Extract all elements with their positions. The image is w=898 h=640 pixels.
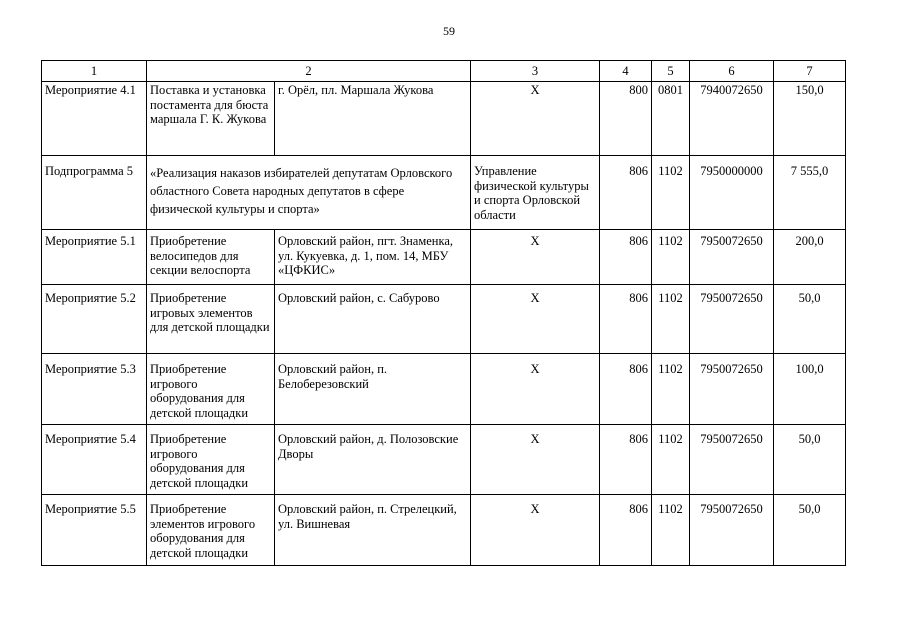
row-col5: 1102	[652, 425, 690, 495]
row-executor: Х	[471, 354, 600, 425]
row-col7: 50,0	[774, 425, 846, 495]
page-number: 59	[443, 24, 455, 38]
row-executor: Х	[471, 425, 600, 495]
row-col5: 1102	[652, 156, 690, 230]
table-row	[42, 156, 846, 230]
row-col7: 200,0	[774, 230, 846, 285]
column-header: 7	[774, 61, 846, 82]
column-header: 4	[600, 61, 652, 82]
row-name: Приобретение игрового оборудования для детской площадки	[147, 354, 275, 425]
table-row	[42, 495, 846, 566]
column-header: 6	[690, 61, 774, 82]
table-row	[42, 230, 846, 285]
row-col5: 0801	[652, 82, 690, 156]
row-col7: 50,0	[774, 285, 846, 354]
row-executor: Х	[471, 82, 600, 156]
row-location: Орловский район, пгт. Знаменка, ул. Кукуевка, д. 1, пом. 14, МБУ «ЦФКИС»	[275, 230, 471, 285]
row-col7: 150,0	[774, 82, 846, 156]
row-col6: 7950072650	[690, 230, 774, 285]
row-id: Мероприятие 5.5	[42, 495, 147, 566]
row-id: Мероприятие 5.4	[42, 425, 147, 495]
row-col7: 100,0	[774, 354, 846, 425]
row-executor: Х	[471, 230, 600, 285]
table-row	[42, 285, 846, 354]
header-row	[42, 61, 846, 82]
row-id: Подпрограмма 5	[42, 156, 147, 230]
row-col4: 806	[600, 354, 652, 425]
row-executor: Управление физической культуры и спорта Орловской области	[471, 156, 600, 230]
table-row	[42, 425, 846, 495]
row-id: Мероприятие 4.1	[42, 82, 147, 156]
row-col7: 50,0	[774, 495, 846, 566]
row-location: Орловский район, п. Белоберезовский	[275, 354, 471, 425]
row-col6: 7950072650	[690, 425, 774, 495]
budget-table	[41, 60, 846, 566]
row-id: Мероприятие 5.2	[42, 285, 147, 354]
row-name: Приобретение игрового оборудования для детской площадки	[147, 425, 275, 495]
row-col6: 7940072650	[690, 82, 774, 156]
row-location: Орловский район, п. Стрелецкий, ул. Вишневая	[275, 495, 471, 566]
table-row	[42, 82, 846, 156]
table-row	[42, 354, 846, 425]
row-id: Мероприятие 5.1	[42, 230, 147, 285]
row-col4: 800	[600, 82, 652, 156]
row-col5: 1102	[652, 495, 690, 566]
row-col6: 7950000000	[690, 156, 774, 230]
row-col5: 1102	[652, 230, 690, 285]
column-header: 2	[147, 61, 471, 82]
column-header: 1	[42, 61, 147, 82]
row-col5: 1102	[652, 285, 690, 354]
row-col4: 806	[600, 230, 652, 285]
row-location: Орловский район, д. Полозовские Дворы	[275, 425, 471, 495]
row-name: Приобретение игровых элементов для детской площадки	[147, 285, 275, 354]
column-header: 3	[471, 61, 600, 82]
row-executor: Х	[471, 285, 600, 354]
row-col6: 7950072650	[690, 285, 774, 354]
row-name: Поставка и установка постамента для бюста маршала Г. К. Жукова	[147, 82, 275, 156]
row-col5: 1102	[652, 354, 690, 425]
row-col4: 806	[600, 156, 652, 230]
row-col6: 7950072650	[690, 495, 774, 566]
row-col4: 806	[600, 425, 652, 495]
row-name: «Реализация наказов избирателей депутатам Орловского областного Совета народных депутатов в сфере физической культуры и спорта»	[147, 156, 471, 230]
row-col7: 7 555,0	[774, 156, 846, 230]
row-id: Мероприятие 5.3	[42, 354, 147, 425]
row-name: Приобретение элементов игрового оборудования для детской площадки	[147, 495, 275, 566]
row-executor: Х	[471, 495, 600, 566]
row-col4: 806	[600, 495, 652, 566]
row-col4: 806	[600, 285, 652, 354]
row-name: Приобретение велосипедов для секции велоспорта	[147, 230, 275, 285]
column-header: 5	[652, 61, 690, 82]
row-col6: 7950072650	[690, 354, 774, 425]
row-location: Орловский район, с. Сабурово	[275, 285, 471, 354]
row-location: г. Орёл, пл. Маршала Жукова	[275, 82, 471, 156]
